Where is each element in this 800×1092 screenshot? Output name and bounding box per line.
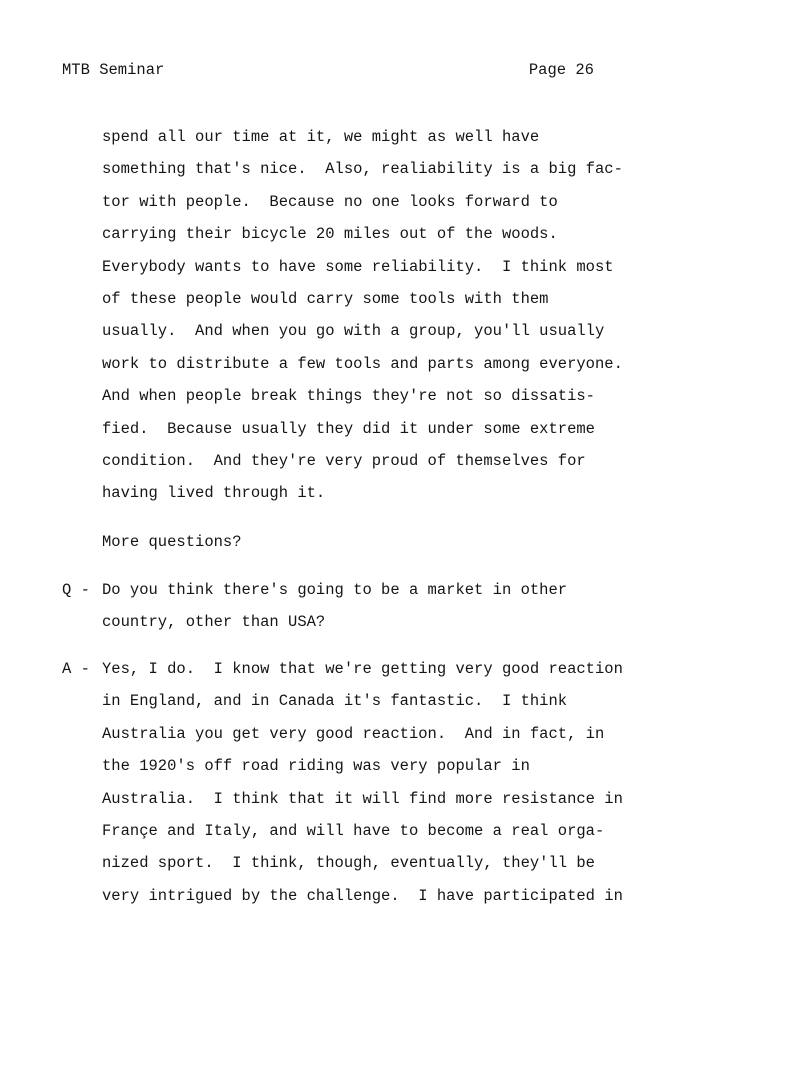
document-title: MTB Seminar <box>62 61 165 79</box>
text-line: Australia you get very good reaction. And in fact, in <box>102 724 605 743</box>
page-number: Page 26 <box>528 61 594 79</box>
answer-text <box>102 659 662 918</box>
question-marker: Q - <box>62 581 90 599</box>
text-line: work to distribute a few tools and parts among everyone. <box>102 354 623 373</box>
more-questions: More questions? <box>102 533 242 551</box>
paragraph-1 <box>102 127 662 516</box>
text-line: tor with people. Because no one looks forward to <box>102 192 558 211</box>
answer-marker: A - <box>62 660 90 678</box>
text-line: Australia. I think that it will find more resistance in <box>102 789 623 808</box>
text-line: carrying their bicycle 20 miles out of the woods. <box>102 225 558 244</box>
text-line: Françe and Italy, and will have to become a real orga- <box>102 821 605 840</box>
text-line: in England, and in Canada it's fantastic. I think <box>102 692 568 711</box>
text-line: Everybody wants to have some reliability. I think most <box>102 257 614 276</box>
question-text <box>102 580 662 645</box>
page-header <box>62 61 594 81</box>
text-line: condition. And they're very proud of themselves for <box>102 451 586 470</box>
text-line: Yes, I do. I know that we're getting very good reaction <box>102 660 623 678</box>
text-line: fied. Because usually they did it under some extreme <box>102 419 595 438</box>
text-line: very intrigued by the challenge. I have participated in <box>102 886 623 905</box>
text-line: nized sport. I think, though, eventually, they'll be <box>102 854 595 873</box>
text-line: having lived through it. <box>102 484 326 503</box>
text-line: the 1920's off road riding was very popular in <box>102 757 530 776</box>
text-line: usually. And when you go with a group, you'll usually <box>102 322 605 341</box>
text-line: spend all our time at it, we might as well have <box>102 128 540 146</box>
text-line: And when people break things they're not so dissatis- <box>102 387 595 406</box>
text-line: country, other than USA? <box>102 613 326 632</box>
text-line: something that's nice. Also, realiability is a big fac- <box>102 160 623 179</box>
text-line: Do you think there's going to be a market in other <box>102 581 568 599</box>
text-line: of these people would carry some tools with them <box>102 289 549 308</box>
